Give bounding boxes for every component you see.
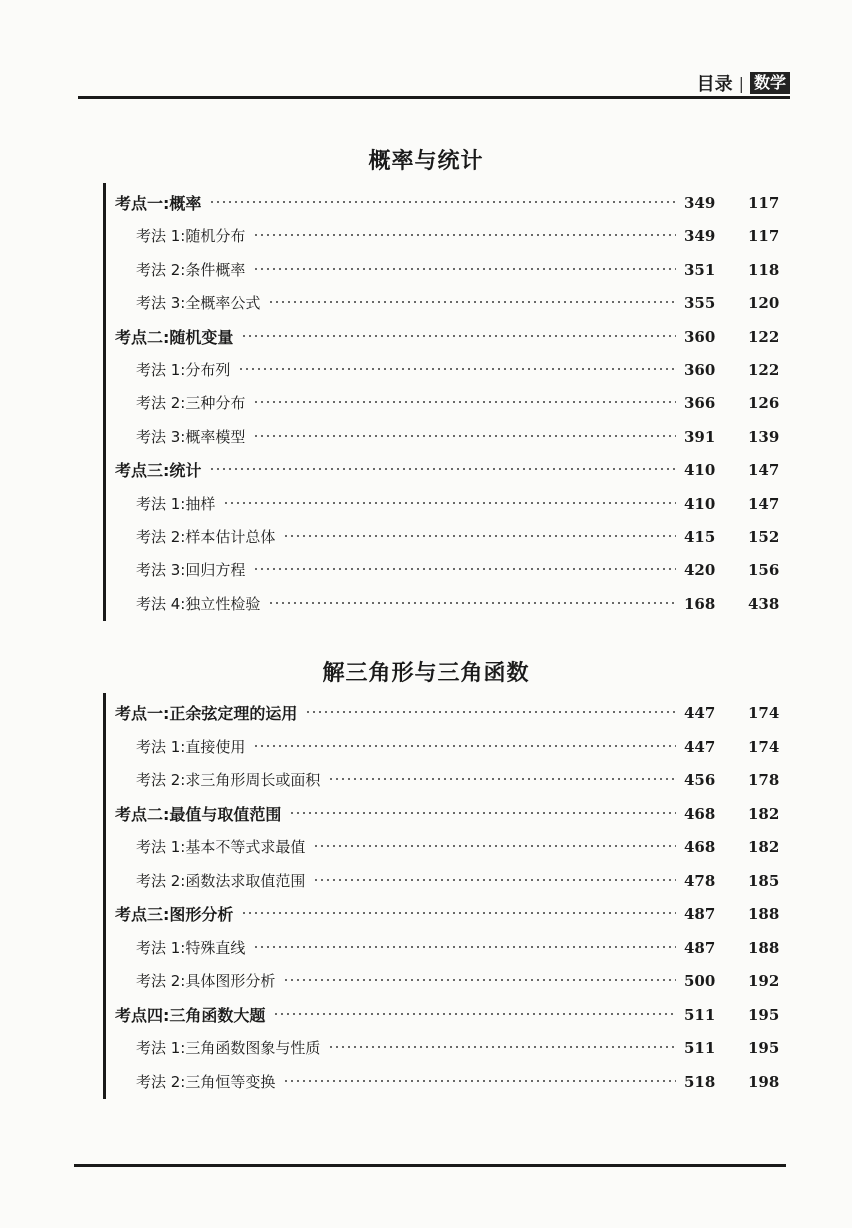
toc-entry[interactable] (0, 187, 852, 220)
page-number: 366 (684, 394, 716, 413)
answer-page-number: 126 (748, 394, 780, 413)
answer-page-number: 152 (748, 528, 780, 546)
answer-page-number: 195 (748, 1039, 780, 1057)
page-number: 447 (684, 737, 716, 756)
answer-page-number: 147 (748, 494, 780, 513)
answer-page-number: 122 (748, 327, 780, 346)
toc-entry[interactable] (0, 731, 852, 764)
dot-leader (253, 268, 676, 270)
page-number: 415 (684, 528, 716, 546)
entry-label: 考法 2:三角恒等变换 (136, 1072, 276, 1091)
answer-page-number: 182 (748, 804, 780, 823)
footer-rule (74, 1164, 786, 1167)
toc-entry[interactable] (0, 1066, 852, 1099)
toc-entry[interactable] (0, 554, 852, 587)
answer-page-number: 156 (748, 561, 780, 580)
toc-entry[interactable] (0, 865, 852, 898)
dot-leader (253, 401, 676, 403)
toc-entry[interactable] (0, 965, 852, 998)
dot-leader (209, 468, 676, 470)
toc-entry[interactable] (0, 254, 852, 287)
page-number: 420 (684, 561, 716, 580)
page-number: 518 (684, 1072, 716, 1091)
toc-entry[interactable] (0, 521, 852, 554)
entry-label: 考法 1:特殊直线 (136, 938, 246, 957)
toc-entry[interactable] (0, 454, 852, 487)
toc-entry[interactable] (0, 287, 852, 320)
dot-leader (283, 1080, 676, 1082)
entry-label: 考法 1:抽样 (136, 494, 216, 513)
answer-page-number: 195 (748, 1005, 780, 1024)
entry-label: 考法 2:样本估计总体 (136, 528, 276, 546)
dot-leader (283, 979, 676, 981)
toc-entry[interactable] (0, 932, 852, 965)
section-title: 解三角形与三角函数 (322, 660, 530, 686)
entry-label: 考点二:最值与取值范围 (115, 804, 282, 824)
entry-label: 考法 2:函数法求取值范围 (136, 871, 306, 890)
dot-leader (253, 568, 676, 570)
dot-leader (283, 535, 676, 537)
page-number: 355 (684, 294, 716, 313)
page-number: 487 (684, 905, 716, 923)
toc-entry[interactable] (0, 798, 852, 831)
dot-leader (305, 711, 676, 713)
dot-leader (241, 335, 676, 337)
answer-page-number: 182 (748, 838, 780, 856)
dot-leader (238, 368, 676, 370)
dot-leader (268, 301, 676, 303)
answer-page-number: 438 (748, 594, 780, 613)
page-number: 511 (684, 1039, 716, 1057)
entry-label: 考法 2:三种分布 (136, 394, 246, 413)
page-number: 349 (684, 227, 716, 246)
page-number: 410 (684, 461, 716, 480)
dot-leader (253, 234, 676, 236)
page-number: 410 (684, 494, 716, 513)
page-number: 500 (684, 972, 716, 990)
answer-page-number: 118 (748, 260, 780, 279)
page-number: 478 (684, 871, 716, 890)
dot-leader (313, 845, 676, 847)
dot-leader (253, 745, 676, 747)
answer-page-number: 174 (748, 737, 780, 756)
header-title: 目录 (696, 74, 733, 95)
dot-leader (268, 602, 676, 604)
page-number: 511 (684, 1005, 716, 1024)
toc-entry[interactable] (0, 421, 852, 454)
entry-label: 考点二:随机变量 (115, 327, 234, 347)
entry-label: 考法 2:条件概率 (136, 260, 246, 279)
dot-leader (328, 778, 676, 780)
toc-entry[interactable] (0, 1032, 852, 1065)
page-number: 349 (684, 194, 716, 212)
dot-leader (223, 502, 676, 504)
dot-leader (209, 201, 676, 203)
answer-page-number: 178 (748, 771, 780, 789)
page-number: 391 (684, 427, 716, 446)
section-title: 概率与统计 (368, 148, 484, 174)
answer-page-number: 120 (748, 294, 780, 313)
toc-entry[interactable] (0, 321, 852, 354)
answer-page-number: 122 (748, 361, 780, 379)
toc-entry[interactable] (0, 588, 852, 621)
answer-page-number: 192 (748, 972, 780, 990)
toc-entry[interactable] (0, 354, 852, 387)
toc-entry[interactable] (0, 831, 852, 864)
header-separator: | (738, 73, 744, 93)
entry-label: 考点三:统计 (115, 461, 202, 481)
answer-page-number: 139 (748, 427, 780, 446)
entry-label: 考法 1:随机分布 (136, 227, 246, 246)
entry-label: 考法 1:直接使用 (136, 737, 246, 756)
page-number: 351 (684, 260, 716, 279)
answer-page-number: 185 (748, 871, 780, 890)
entry-label: 考点三:图形分析 (115, 905, 234, 924)
page-header (78, 70, 790, 96)
toc-entry[interactable] (0, 898, 852, 931)
header-rule (78, 96, 790, 99)
dot-leader (313, 879, 676, 881)
entry-label: 考法 4:独立性检验 (136, 594, 261, 613)
page-number: 168 (684, 594, 716, 613)
answer-page-number: 198 (748, 1072, 780, 1091)
page-number: 360 (684, 327, 716, 346)
answer-page-number: 188 (748, 938, 780, 957)
dot-leader (241, 912, 676, 914)
page-number: 360 (684, 361, 716, 379)
entry-label: 考法 2:具体图形分析 (136, 972, 276, 990)
subject-badge: 数学 (750, 72, 790, 94)
dot-leader (289, 812, 676, 814)
page-number: 447 (684, 704, 716, 722)
toc-entry[interactable] (0, 387, 852, 420)
dot-leader (328, 1046, 676, 1048)
entry-label: 考法 3:全概率公式 (136, 294, 261, 313)
entry-label: 考法 1:三角函数图象与性质 (136, 1039, 321, 1057)
entry-label: 考法 3:回归方程 (136, 561, 246, 580)
page-number: 456 (684, 771, 716, 789)
dot-leader (273, 1013, 676, 1015)
dot-leader (253, 946, 676, 948)
entry-label: 考法 1:分布列 (136, 361, 231, 379)
answer-page-number: 147 (748, 461, 780, 480)
dot-leader (253, 435, 676, 437)
page-number: 487 (684, 938, 716, 957)
answer-page-number: 117 (748, 194, 780, 212)
entry-label: 考点一:正余弦定理的运用 (115, 704, 298, 723)
entry-label: 考法 2:求三角形周长或面积 (136, 771, 321, 789)
toc-entry[interactable] (0, 764, 852, 797)
toc-entry[interactable] (0, 220, 852, 253)
answer-page-number: 188 (748, 905, 780, 923)
entry-label: 考法 3:概率模型 (136, 427, 246, 446)
toc-entry[interactable] (0, 697, 852, 730)
entry-label: 考点一:概率 (115, 194, 202, 213)
page-number: 468 (684, 838, 716, 856)
entry-label: 考法 1:基本不等式求最值 (136, 838, 306, 856)
page-number: 468 (684, 804, 716, 823)
entry-label: 考点四:三角函数大题 (115, 1005, 266, 1025)
toc-entry[interactable] (0, 488, 852, 521)
toc-entry[interactable] (0, 999, 852, 1032)
answer-page-number: 174 (748, 704, 780, 722)
answer-page-number: 117 (748, 227, 780, 246)
